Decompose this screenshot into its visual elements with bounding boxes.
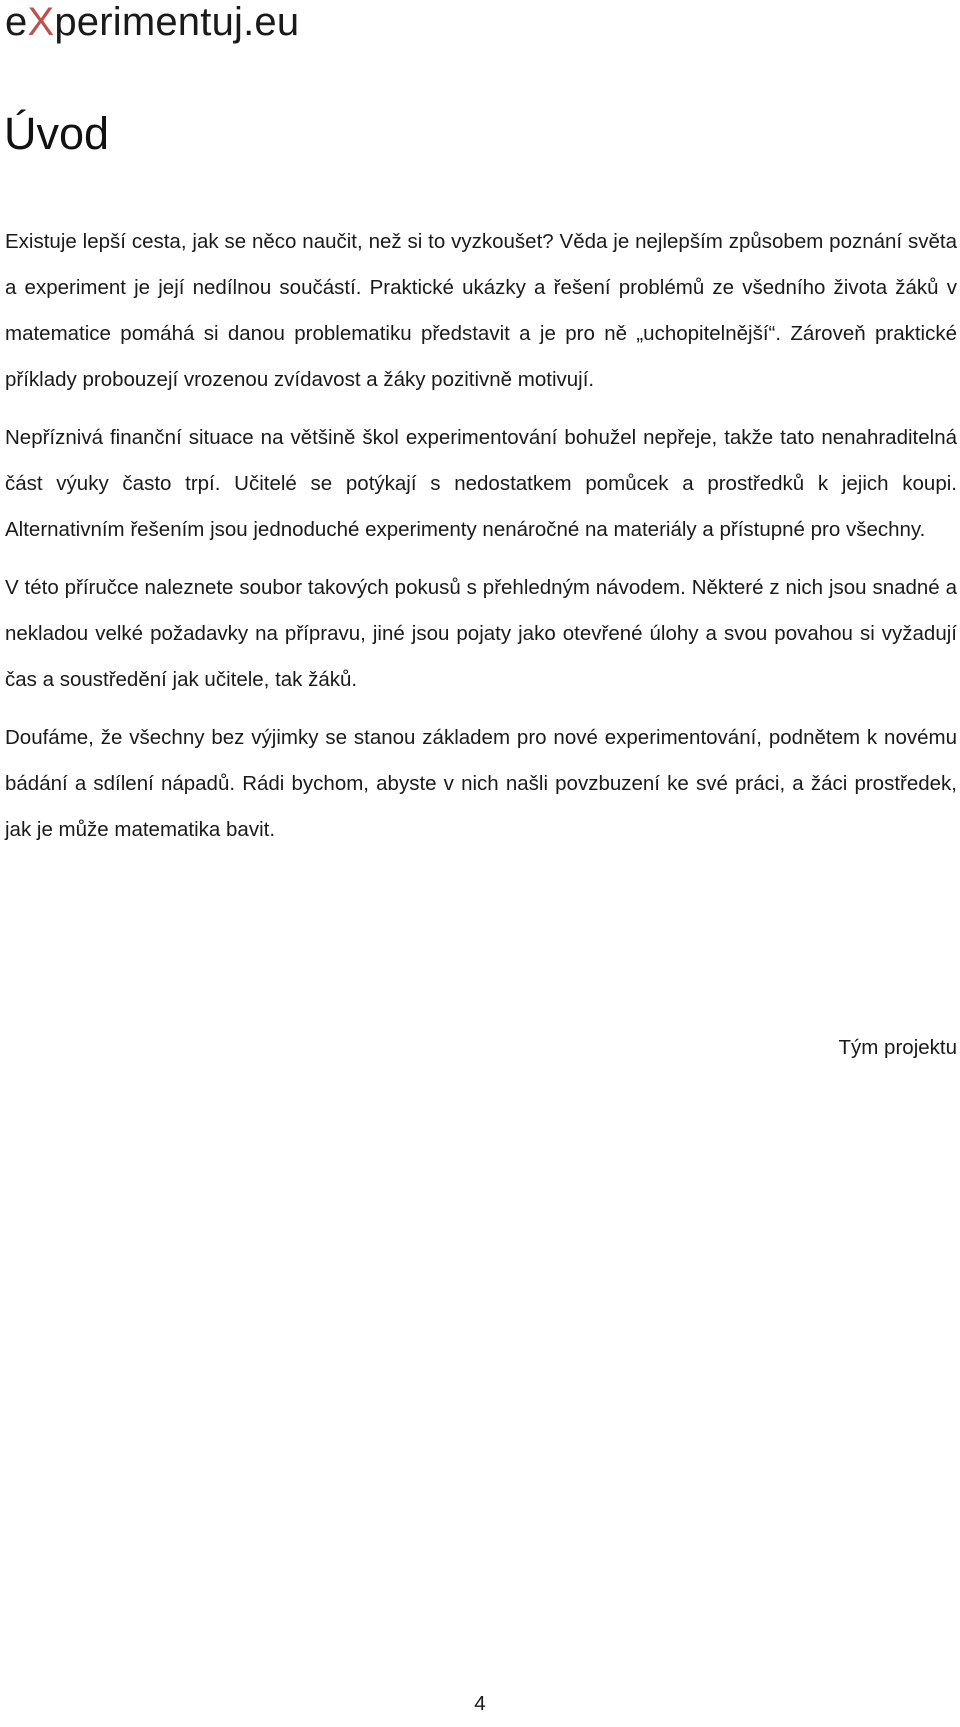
page-title: Úvod bbox=[4, 108, 110, 159]
site-logo bbox=[5, 0, 299, 44]
paragraph-financial-situation: Nepříznivá finanční situace na většině škol experimentování bohužel nepřeje, takže tato nenahraditelná část výuky často trpí. Učitelé se potýkají s nedostatkem pomůcek a prostředků k jejich koupi. Alternativním řešením jsou jednoduché experimenty nenáročné na materiály a přístupné pro všechny. bbox=[5, 426, 957, 541]
logo-prefix: e bbox=[5, 0, 28, 44]
document-body bbox=[5, 219, 957, 865]
paragraph-handbook: V této příručce naleznete soubor takových pokusů s přehledným návodem. Některé z nich jsou snadné a nekladou velké požadavky na přípravu, jiné jsou pojaty jako otevřené úlohy a svou povahou si vyžadují čas a soustředění jak učitele, tak žáků. bbox=[5, 576, 957, 691]
logo-suffix: perimentuj.eu bbox=[54, 0, 300, 44]
logo-accent-letter: X bbox=[27, 0, 55, 44]
signature: Tým projektu bbox=[838, 1036, 957, 1059]
page-number: 4 bbox=[474, 1692, 486, 1715]
paragraph-intro: Existuje lepší cesta, jak se něco naučit, než si to vyzkoušet? Věda je nejlepším způsobem poznání světa a experiment je její nedílnou součástí. Praktické ukázky a řešení problémů ze všedního života žáků v matematice pomáhá si danou problematiku představit a je pro ně „uchopitelnější“. Zároveň praktické příklady probouzejí vrozenou zvídavost a žáky pozitivně motivují. bbox=[5, 230, 957, 391]
paragraph-closing: Doufáme, že všechny bez výjimky se stanou základem pro nové experimentování, podnětem k novému bádání a sdílení nápadů. Rádi bychom, abyste v nich našli povzbuzení ke své práci, a žáci prostředek, jak je může matematika bavit. bbox=[5, 726, 957, 841]
